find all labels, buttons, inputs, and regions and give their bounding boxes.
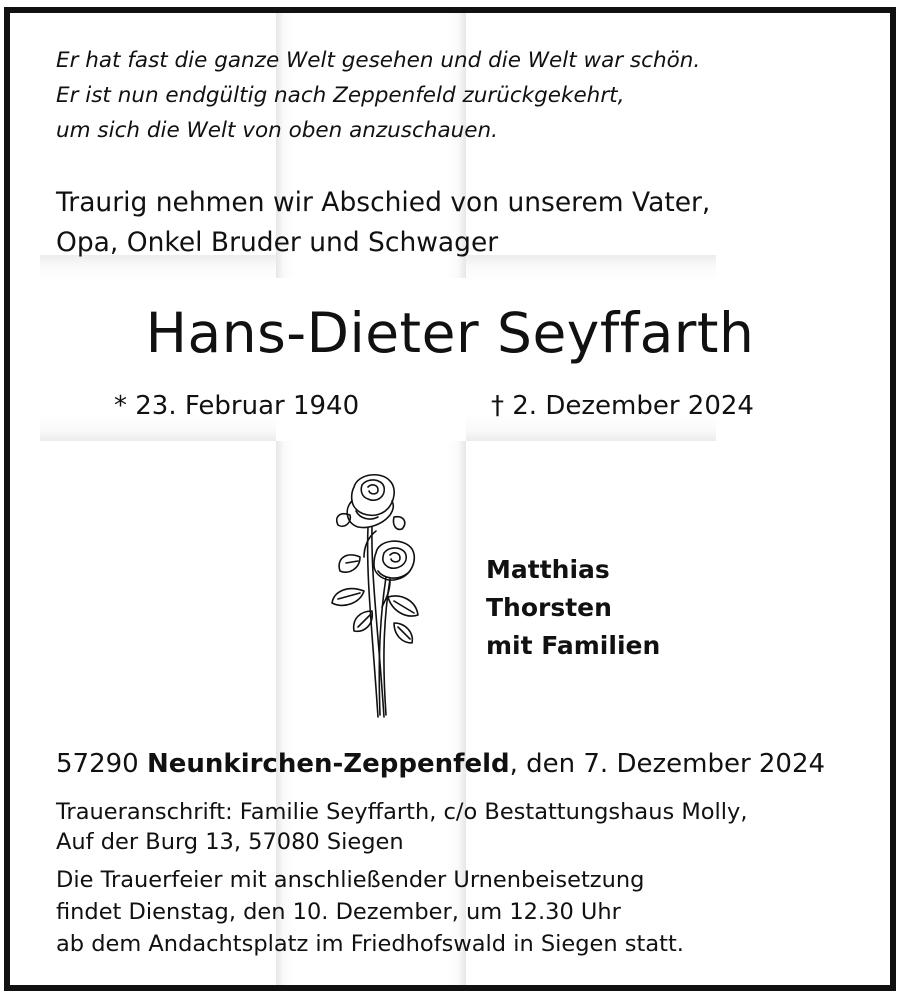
intro-line: Opa, Onkel Bruder und Schwager bbox=[56, 227, 499, 258]
town-name: Neunkirchen-Zeppenfeld bbox=[146, 749, 510, 779]
motto-line: Er ist nun endgültig nach Zeppenfeld zurückgekehrt, bbox=[56, 83, 625, 108]
ceremony-line: findet Dienstag, den 10. Dezember, um 12.30 Uhr bbox=[56, 899, 621, 925]
motto-line: um sich die Welt von oben anzuschauen. bbox=[56, 118, 498, 143]
deceased-name: Hans-Dieter Seyffarth bbox=[145, 301, 755, 365]
address-line: Auf der Burg 13, 57080 Siegen bbox=[56, 829, 404, 855]
ceremony-line: Die Trauerfeier mit anschließender Urnenbeisetzung bbox=[56, 867, 645, 893]
motto-line: Er hat fast die ganze Welt gesehen und die Welt war schön. bbox=[56, 48, 701, 73]
mourner-line: mit Familien bbox=[486, 631, 661, 660]
address-line: Traueranschrift: Familie Seyffarth, c/o Bestattungshaus Molly, bbox=[56, 799, 748, 825]
mourners bbox=[486, 551, 660, 665]
death-date: † 2. Dezember 2024 bbox=[491, 391, 754, 421]
place-and-date bbox=[56, 749, 825, 779]
farewell-intro bbox=[56, 183, 710, 263]
funeral-ceremony-info bbox=[56, 864, 684, 960]
obituary-notice bbox=[4, 7, 896, 991]
motto-quote bbox=[56, 43, 700, 148]
mourning-address bbox=[56, 797, 748, 857]
zip-code: 57290 bbox=[56, 749, 139, 779]
mourner-line: Matthias bbox=[486, 555, 610, 584]
mourner-line: Thorsten bbox=[486, 593, 612, 622]
birth-date: * 23. Februar 1940 bbox=[114, 391, 360, 421]
rose-illustration-icon bbox=[298, 467, 428, 723]
intro-line: Traurig nehmen wir Abschied von unserem Vater, bbox=[56, 187, 711, 218]
notice-date: , den 7. Dezember 2024 bbox=[509, 749, 826, 779]
ceremony-line: ab dem Andachtsplatz im Friedhofswald in Siegen statt. bbox=[56, 931, 684, 957]
